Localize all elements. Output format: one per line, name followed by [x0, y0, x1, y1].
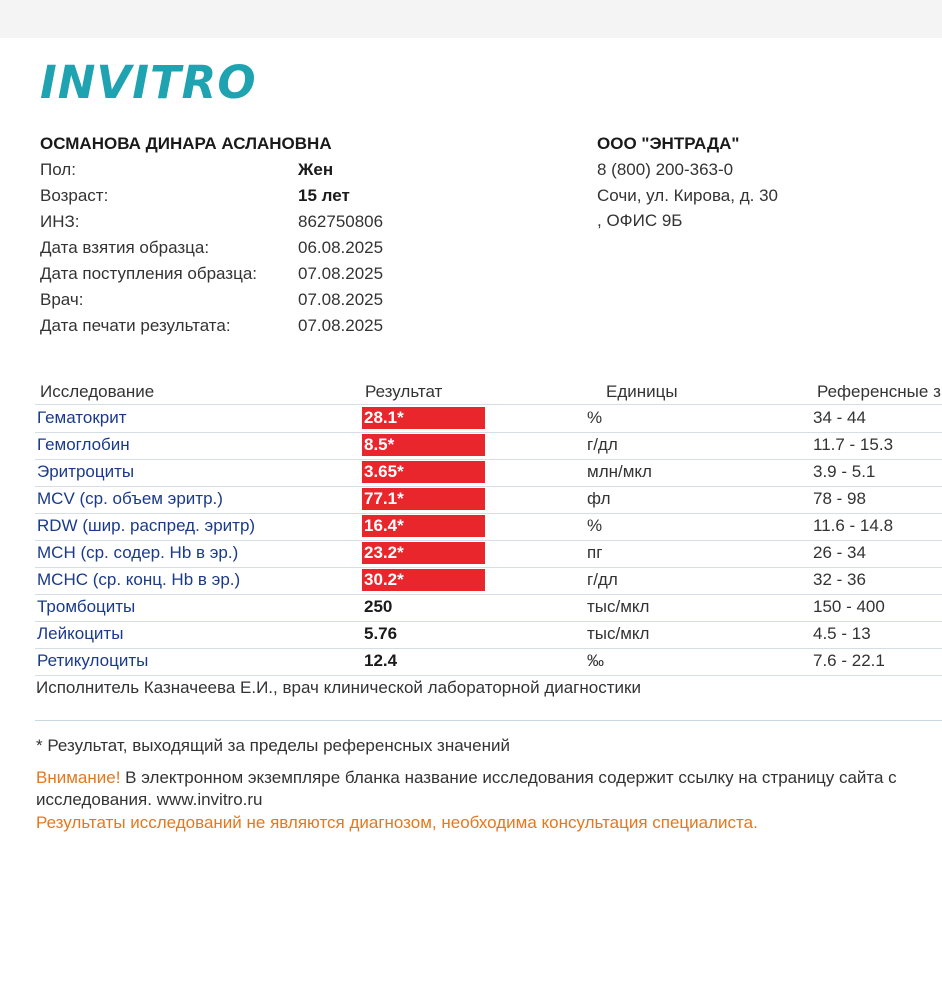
test-name-link[interactable]: Гемоглобин [37, 435, 130, 454]
unit: ‰ [587, 651, 604, 670]
field-value: 06.08.2025 [298, 238, 384, 257]
unit: г/дл [587, 435, 618, 454]
patient-field-row [40, 186, 540, 208]
reference-range: 11.7 - 15.3 [813, 435, 894, 454]
unit: фл [587, 489, 611, 508]
table-row [35, 594, 942, 622]
invitro-logo: INVITRO [40, 56, 257, 109]
table-row [35, 567, 942, 595]
lab-address-line1: Сочи, ул. Кирова, д. 30 [597, 186, 778, 205]
reference-range: 4.5 - 13 [813, 624, 871, 643]
field-label: Дата печати результата: [40, 316, 231, 335]
unit: млн/мкл [587, 462, 652, 481]
unit: % [587, 516, 603, 535]
unit: тыс/мкл [587, 624, 650, 643]
header-result: Результат [365, 382, 443, 401]
table-header [40, 382, 942, 404]
result-value: 3.65* [362, 461, 485, 483]
field-value: 07.08.2025 [298, 316, 384, 335]
executor: Исполнитель Казначеева Е.И., врач клинической лабораторной диагностики [36, 678, 641, 697]
unit: г/дл [587, 570, 618, 589]
reference-range: 78 - 98 [813, 489, 866, 508]
warning-line-3: Результаты исследований не являются диагнозом, необходима консультация специалиста. [36, 813, 758, 832]
separator [35, 720, 942, 721]
warning-line-2: исследования. www.invitro.ru [36, 790, 263, 809]
result-value: 16.4* [362, 515, 485, 537]
patient-field-row [40, 316, 540, 338]
warning-text-1: В электронном экземпляре бланка название исследования содержит ссылку на страницу сайта с [120, 768, 897, 787]
test-name-link[interactable]: RDW (шир. распред. эритр) [37, 516, 256, 535]
result-value: 8.5* [362, 434, 485, 456]
result-value: 250 [364, 597, 393, 616]
unit: пг [587, 543, 603, 562]
field-label: Дата взятия образца: [40, 238, 210, 257]
result-value: 23.2* [362, 542, 485, 564]
unit: % [587, 408, 603, 427]
table-row [35, 648, 942, 676]
test-name-link[interactable]: MCH (ср. содер. Hb в эр.) [37, 543, 239, 562]
header-unit: Единицы [606, 382, 678, 401]
header-reference: Референсные з [817, 382, 941, 401]
table-row [35, 405, 942, 433]
reference-range: 32 - 36 [813, 570, 866, 589]
field-value: 15 лет [298, 186, 350, 205]
result-value: 28.1* [362, 407, 485, 429]
reference-range: 3.9 - 5.1 [813, 462, 876, 481]
patient-field-row [40, 264, 540, 286]
result-value: 12.4 [364, 651, 398, 670]
table-row [35, 432, 942, 460]
table-row [35, 513, 942, 541]
table-row [35, 540, 942, 568]
result-value: 30.2* [362, 569, 485, 591]
table-row [35, 459, 942, 487]
result-value: 77.1* [362, 488, 485, 510]
field-label: Врач: [40, 290, 84, 309]
field-label: Возраст: [40, 186, 109, 205]
test-name-link[interactable]: Гематокрит [37, 408, 127, 427]
test-name-link[interactable]: MCHC (ср. конц. Hb в эр.) [37, 570, 241, 589]
reference-range: 7.6 - 22.1 [813, 651, 885, 670]
test-name-link[interactable]: Ретикулоциты [37, 651, 149, 670]
test-name-link[interactable]: Тромбоциты [37, 597, 136, 616]
field-label: Пол: [40, 160, 76, 179]
field-label: Дата поступления образца: [40, 264, 258, 283]
field-value: Жен [298, 160, 334, 179]
field-value: 862750806 [298, 212, 384, 231]
field-value: 07.08.2025 [298, 290, 384, 309]
unit: тыс/мкл [587, 597, 650, 616]
patient-name: ОСМАНОВА ДИНАРА АСЛАНОВНА [40, 134, 332, 153]
table-row [35, 486, 942, 514]
reference-range: 11.6 - 14.8 [813, 516, 894, 535]
reference-range: 34 - 44 [813, 408, 866, 427]
patient-field-row [40, 238, 540, 260]
test-name-link[interactable]: Лейкоциты [37, 624, 124, 643]
field-value: 07.08.2025 [298, 264, 384, 283]
lab-phone: 8 (800) 200-363-0 [597, 160, 734, 179]
table-row [35, 621, 942, 649]
footnote: * Результат, выходящий за пределы референсных значений [36, 736, 510, 755]
field-label: ИНЗ: [40, 212, 80, 231]
result-value: 5.76 [364, 624, 398, 643]
reference-range: 26 - 34 [813, 543, 866, 562]
patient-field-row [40, 290, 540, 312]
lab-address-line2: , ОФИС 9Б [597, 211, 683, 230]
patient-field-row [40, 212, 540, 234]
top-bar [0, 0, 942, 38]
test-name-link[interactable]: Эритроциты [37, 462, 135, 481]
warning-label: Внимание! [36, 768, 121, 787]
warning-line-1 [36, 768, 897, 788]
header-test: Исследование [40, 382, 155, 401]
lab-name: ООО "ЭНТРАДА" [597, 134, 740, 153]
test-name-link[interactable]: MCV (ср. объем эритр.) [37, 489, 223, 508]
patient-field-row [40, 160, 540, 182]
reference-range: 150 - 400 [813, 597, 885, 616]
